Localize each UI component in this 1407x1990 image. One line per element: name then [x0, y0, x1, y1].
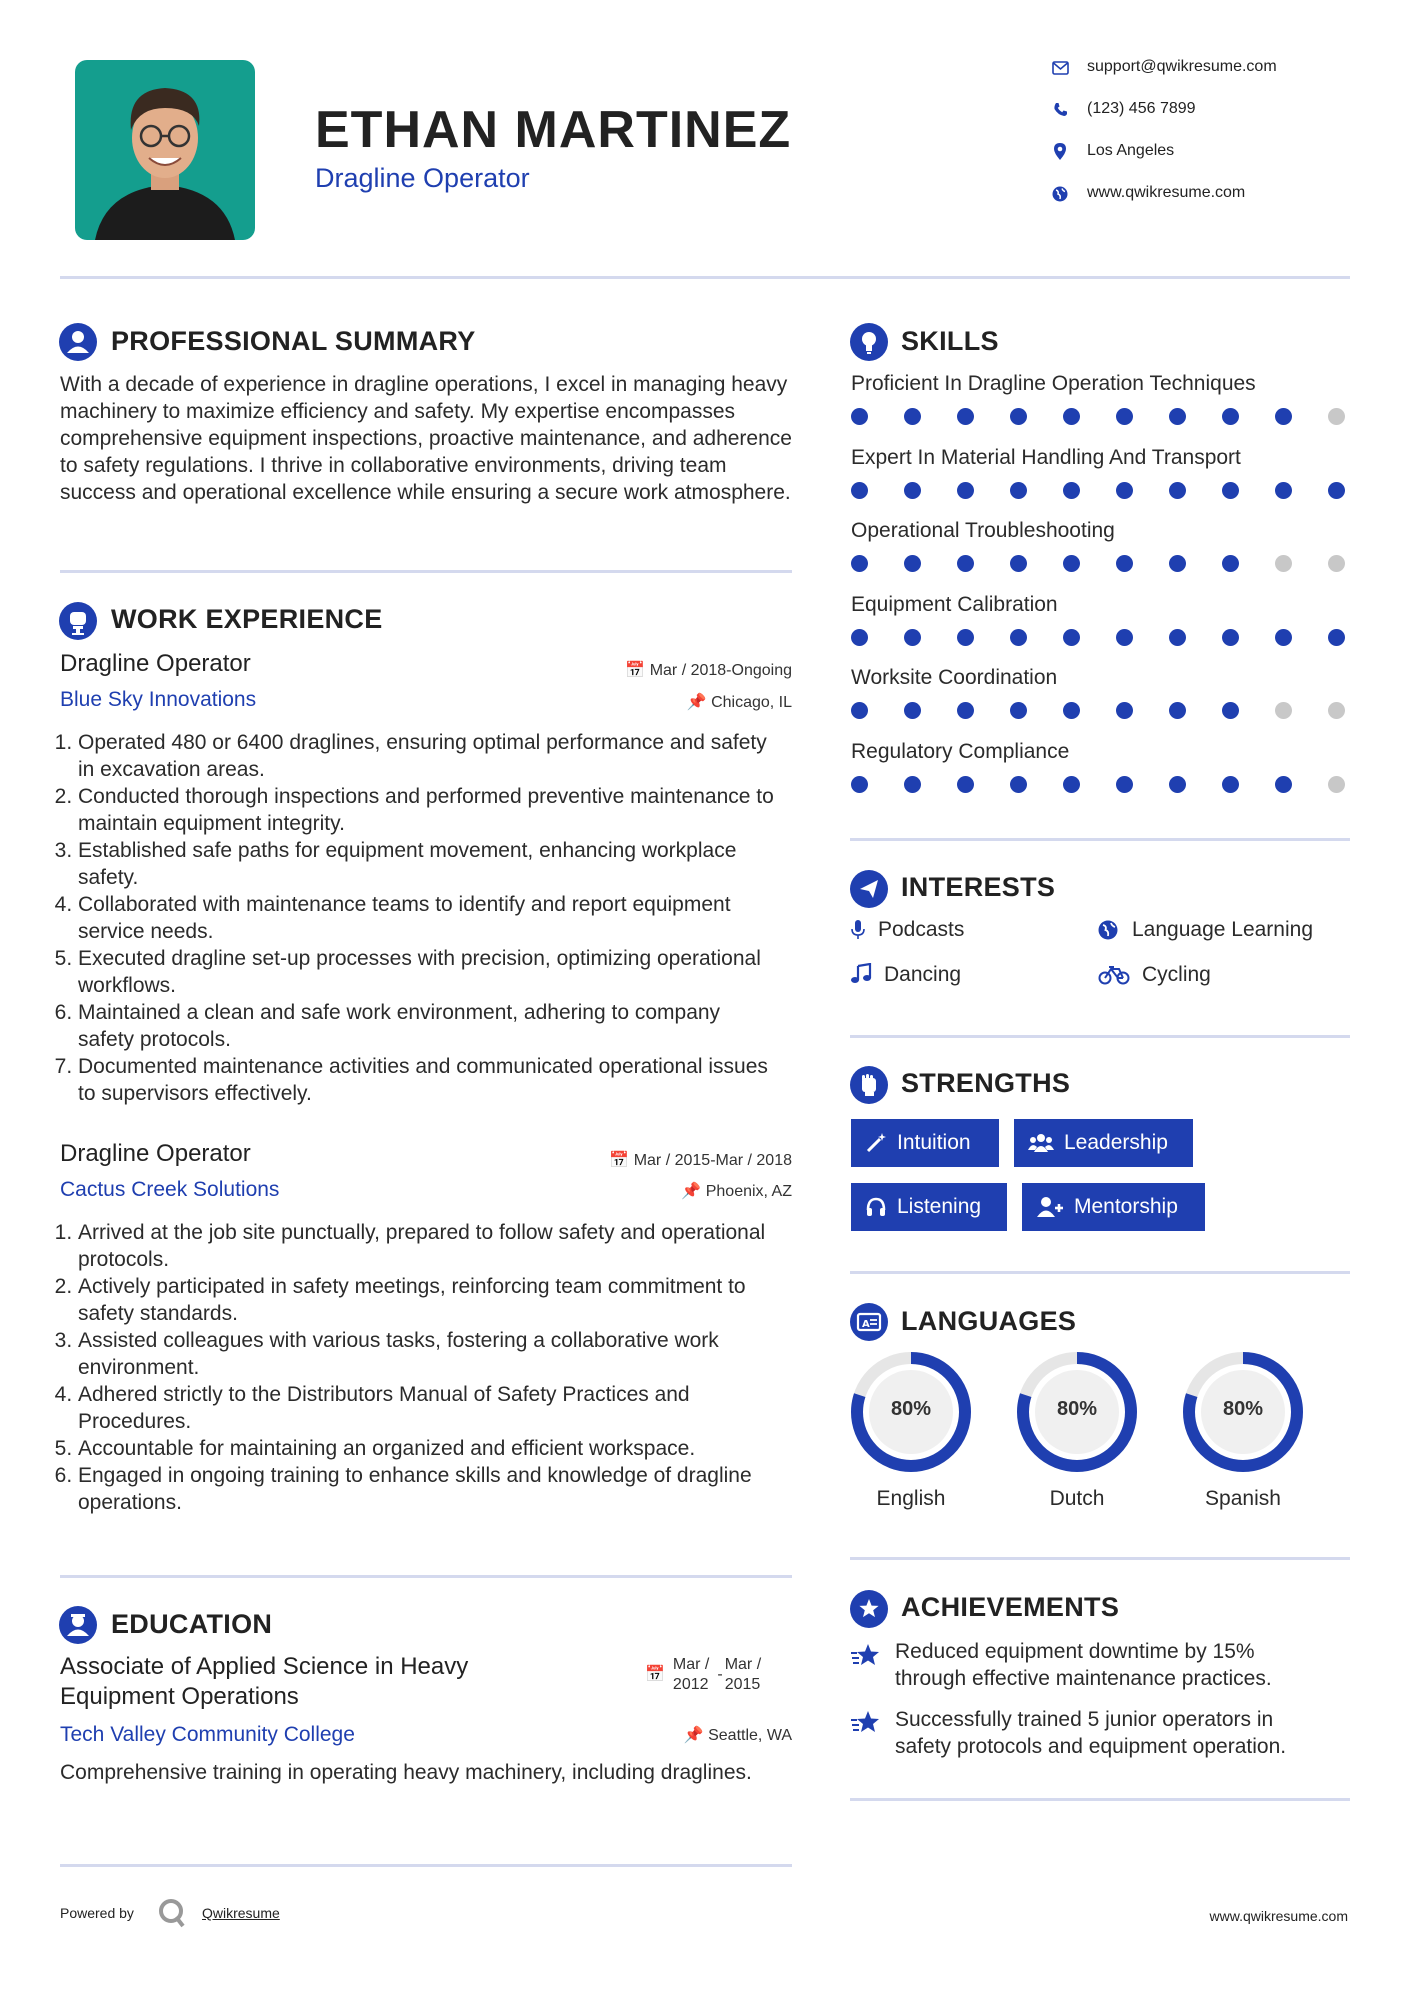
- rating-dot: [1275, 482, 1292, 499]
- list-item: 4. Collaborated with maintenance teams to identify and report equipment service needs.: [78, 891, 780, 945]
- rating-dot: [851, 776, 868, 793]
- trophy-star-icon: [850, 1710, 882, 1741]
- strengths-divider: [850, 1271, 1350, 1274]
- rating-dot: [1328, 408, 1345, 425]
- rating-dot: [1116, 629, 1133, 646]
- graduate-icon: [59, 1606, 97, 1644]
- skill-rating: [851, 482, 1345, 499]
- music-note-icon: [850, 963, 872, 990]
- bicycle-icon: [1098, 965, 1130, 990]
- experience-divider: [60, 1575, 792, 1578]
- job-bullets: [60, 729, 780, 1107]
- rating-dot: [1275, 776, 1292, 793]
- star-badge-icon: [850, 1590, 888, 1628]
- candidate-title: Dragline Operator: [315, 163, 530, 193]
- job-company: Cactus Creek Solutions: [60, 1178, 280, 1201]
- job-bullets: [60, 1219, 795, 1516]
- rating-dot: [1328, 482, 1345, 499]
- language-gauge: [1016, 1351, 1138, 1473]
- footer-website[interactable]: www.qwikresume.com: [1209, 1908, 1348, 1924]
- rating-dot: [1222, 482, 1239, 499]
- language-name: Spanish: [1205, 1487, 1281, 1510]
- microphone-icon: [850, 919, 866, 946]
- rating-dot: [904, 555, 921, 572]
- rating-dot: [1222, 629, 1239, 646]
- achievement-item: Successfully trained 5 junior operators in safety protocols and equipment operation.: [895, 1708, 1287, 1758]
- interests-heading: INTERESTS: [901, 872, 1056, 902]
- rating-dot: [1063, 776, 1080, 793]
- skill-rating: [851, 702, 1345, 719]
- globe-icon: [1052, 186, 1068, 207]
- fist-icon: [850, 1066, 888, 1104]
- rating-dot: [957, 408, 974, 425]
- strength-chip: Listening: [851, 1183, 1007, 1231]
- contact-email[interactable]: support@qwikresume.com: [1087, 58, 1277, 75]
- job-dates: 📅 Mar / 2018-Ongoing: [625, 662, 792, 679]
- rating-dot: [1063, 555, 1080, 572]
- list-item: 6. Engaged in ongoing training to enhance skills and knowledge of dragline operations.: [78, 1462, 795, 1516]
- rating-dot: [1010, 482, 1027, 499]
- skill-name: Regulatory Compliance: [851, 739, 1070, 763]
- rating-dot: [904, 408, 921, 425]
- list-item: 3. Established safe paths for equipment movement, enhancing workplace safety.: [78, 837, 780, 891]
- lightbulb-icon: [850, 323, 888, 361]
- summary-heading: PROFESSIONAL SUMMARY: [111, 326, 476, 356]
- rating-dot: [1116, 776, 1133, 793]
- rating-dot: [957, 629, 974, 646]
- skill-name: Expert In Material Handling And Transport: [851, 445, 1241, 469]
- contact-phone[interactable]: (123) 456 7899: [1087, 100, 1196, 117]
- rating-dot: [904, 482, 921, 499]
- rating-dot: [1010, 629, 1027, 646]
- interests-divider: [850, 1035, 1350, 1038]
- rating-dot: [1169, 776, 1186, 793]
- calendar-icon: 📅: [609, 1152, 630, 1169]
- rating-dot: [1010, 702, 1027, 719]
- rating-dot: [1328, 629, 1345, 646]
- interest-podcasts: Podcasts: [878, 918, 965, 941]
- rating-dot: [957, 776, 974, 793]
- rating-dot: [957, 702, 974, 719]
- achievement-item: Reduced equipment downtime by 15% through effective maintenance practices.: [895, 1640, 1272, 1690]
- rating-dot: [1169, 702, 1186, 719]
- strength-chip: Leadership: [1014, 1119, 1193, 1167]
- rating-dot: [1328, 702, 1345, 719]
- education-description: Comprehensive training in operating heavy machinery, including draglines.: [60, 1761, 752, 1784]
- list-item: 6. Maintained a clean and safe work environment, adhering to company safety protocols.: [78, 999, 780, 1053]
- languages-heading: LANGUAGES: [901, 1306, 1077, 1336]
- rating-dot: [1010, 776, 1027, 793]
- globe-icon: [1098, 920, 1118, 945]
- rating-dot: [957, 555, 974, 572]
- rating-dot: [851, 408, 868, 425]
- list-item: 3. Assisted colleagues with various tasks, fostering a collaborative work environment.: [78, 1327, 795, 1381]
- skill-rating: [851, 555, 1345, 572]
- rating-dot: [904, 702, 921, 719]
- strengths-heading: STRENGTHS: [901, 1068, 1071, 1098]
- rating-dot: [1222, 702, 1239, 719]
- rating-dot: [1116, 702, 1133, 719]
- list-item: 2. Actively participated in safety meetings, reinforcing team commitment to safety standards.: [78, 1273, 795, 1327]
- rating-dot: [1275, 408, 1292, 425]
- skill-name: Proficient In Dragline Operation Techniques: [851, 372, 1256, 395]
- rating-dot: [1222, 776, 1239, 793]
- rating-dot: [1275, 629, 1292, 646]
- interest-language-learning: Language Learning: [1132, 918, 1314, 941]
- skill-rating: [851, 629, 1345, 646]
- rating-dot: [1116, 555, 1133, 572]
- calendar-icon: 📅: [625, 662, 646, 679]
- achievements-heading: ACHIEVEMENTS: [901, 1592, 1120, 1622]
- users-icon: [1028, 1132, 1054, 1154]
- strength-chip: Mentorship: [1022, 1183, 1205, 1231]
- job-location: 📌 Chicago, IL: [686, 694, 792, 711]
- phone-icon: [1053, 102, 1068, 122]
- rating-dot: [851, 629, 868, 646]
- trophy-star-icon: [850, 1643, 882, 1674]
- list-item: 7. Documented maintenance activities and communicated operational issues to supervisors effectively.: [78, 1053, 780, 1107]
- header-divider: [60, 276, 1350, 279]
- svg-text:A: A: [862, 1319, 870, 1330]
- gauge-percent: 80%: [1222, 1398, 1264, 1420]
- pin-icon: 📌: [683, 1727, 704, 1744]
- experience-heading: WORK EXPERIENCE: [111, 604, 383, 634]
- degree: Associate of Applied Science in Heavy Equipment Operations: [60, 1653, 469, 1710]
- job-dates: 📅 Mar / 2015-Mar / 2018: [609, 1152, 792, 1169]
- rating-dot: [1328, 555, 1345, 572]
- pin-icon: 📌: [686, 694, 707, 711]
- interest-dancing: Dancing: [884, 963, 962, 986]
- email-icon: [1052, 61, 1069, 80]
- rating-dot: [1063, 629, 1080, 646]
- language-name: Dutch: [1049, 1487, 1105, 1510]
- list-item: 4. Adhered strictly to the Distributors Manual of Safety Practices and Procedures.: [78, 1381, 795, 1435]
- summary-text: With a decade of experience in dragline operations, I excel in managing heavy machinery to maximize efficiency and safety. My expertise encompasses comprehensive equipment inspections, proactive maintenance, and adherence to safety regulations. I thrive in collaborative environments, driving team success and operational excellence while ensuring a secure work atmosphere.: [60, 373, 792, 504]
- job-location: 📌 Phoenix, AZ: [681, 1183, 792, 1200]
- rating-dot: [957, 482, 974, 499]
- rating-dot: [1222, 555, 1239, 572]
- education-heading: EDUCATION: [111, 1609, 273, 1639]
- headphones-icon: [865, 1196, 887, 1218]
- calendar-icon: 📅: [645, 1666, 665, 1683]
- rating-dot: [1063, 702, 1080, 719]
- magic-wand-icon: [865, 1132, 887, 1154]
- skill-name: Worksite Coordination: [851, 666, 1058, 689]
- languages-divider: [850, 1557, 1350, 1560]
- rating-dot: [1169, 408, 1186, 425]
- summary-divider: [60, 570, 792, 573]
- skill-rating: [851, 408, 1345, 425]
- education-location: 📌 Seattle, WA: [683, 1727, 792, 1744]
- candidate-name: ETHAN MARTINEZ: [315, 101, 792, 159]
- powered-by-label: Powered by: [60, 1905, 134, 1921]
- rating-dot: [851, 702, 868, 719]
- rating-dot: [1116, 408, 1133, 425]
- gauge-percent: 80%: [1056, 1398, 1098, 1420]
- school-name: Tech Valley Community College: [60, 1723, 355, 1746]
- list-item: 5. Accountable for maintaining an organized and efficient workspace.: [78, 1435, 795, 1462]
- job-company: Blue Sky Innovations: [60, 688, 257, 711]
- briefcase-icon: [59, 602, 97, 640]
- rating-dot: [904, 776, 921, 793]
- skill-name: Operational Troubleshooting: [851, 519, 1115, 542]
- rating-dot: [1275, 555, 1292, 572]
- education-dates: 📅 Mar / 2012 - Mar / 2015: [645, 1656, 762, 1693]
- strength-chip: Intuition: [851, 1119, 999, 1167]
- contact-website[interactable]: www.qwikresume.com: [1087, 184, 1246, 201]
- language-icon: [850, 1303, 888, 1341]
- profile-photo: [75, 60, 255, 240]
- interest-cycling: Cycling: [1142, 963, 1211, 986]
- skills-heading: SKILLS: [901, 326, 999, 356]
- language-name: English: [876, 1487, 946, 1510]
- list-item: 2. Conducted thorough inspections and performed preventive maintenance to maintain equipment integrity.: [78, 783, 780, 837]
- skills-divider: [850, 838, 1350, 841]
- list-item: 1. Arrived at the job site punctually, prepared to follow safety and operational protocols.: [78, 1219, 795, 1273]
- pin-icon: 📌: [681, 1183, 702, 1200]
- education-divider: [60, 1864, 792, 1867]
- rating-dot: [1169, 482, 1186, 499]
- rating-dot: [1328, 776, 1345, 793]
- rating-dot: [1010, 555, 1027, 572]
- rating-dot: [851, 555, 868, 572]
- brand-link[interactable]: Qwikresume: [202, 1905, 280, 1921]
- rating-dot: [1010, 408, 1027, 425]
- job-role: Dragline Operator: [60, 1140, 251, 1167]
- gauge-percent: 80%: [890, 1398, 932, 1420]
- rating-dot: [851, 482, 868, 499]
- rating-dot: [1275, 702, 1292, 719]
- qwikresume-logo-icon: [158, 1898, 186, 1933]
- skill-rating: [851, 776, 1345, 793]
- achievements-divider: [850, 1798, 1350, 1801]
- rating-dot: [1063, 408, 1080, 425]
- rating-dot: [1169, 629, 1186, 646]
- contact-location: Los Angeles: [1087, 142, 1175, 159]
- language-gauge: [850, 1351, 972, 1473]
- rating-dot: [1116, 482, 1133, 499]
- rating-dot: [1169, 555, 1186, 572]
- user-icon: [59, 323, 97, 361]
- rating-dot: [1222, 408, 1239, 425]
- language-gauge: [1182, 1351, 1304, 1473]
- user-plus-icon: [1036, 1196, 1064, 1218]
- list-item: 1. Operated 480 or 6400 draglines, ensuring optimal performance and safety in excavation areas.: [78, 729, 780, 783]
- map-marker-icon: [1054, 143, 1066, 165]
- rating-dot: [1063, 482, 1080, 499]
- list-item: 5. Executed dragline set-up processes with precision, optimizing operational workflows.: [78, 945, 780, 999]
- job-role: Dragline Operator: [60, 650, 251, 677]
- skill-name: Equipment Calibration: [851, 592, 1058, 616]
- paper-plane-icon: [850, 870, 888, 908]
- rating-dot: [904, 629, 921, 646]
